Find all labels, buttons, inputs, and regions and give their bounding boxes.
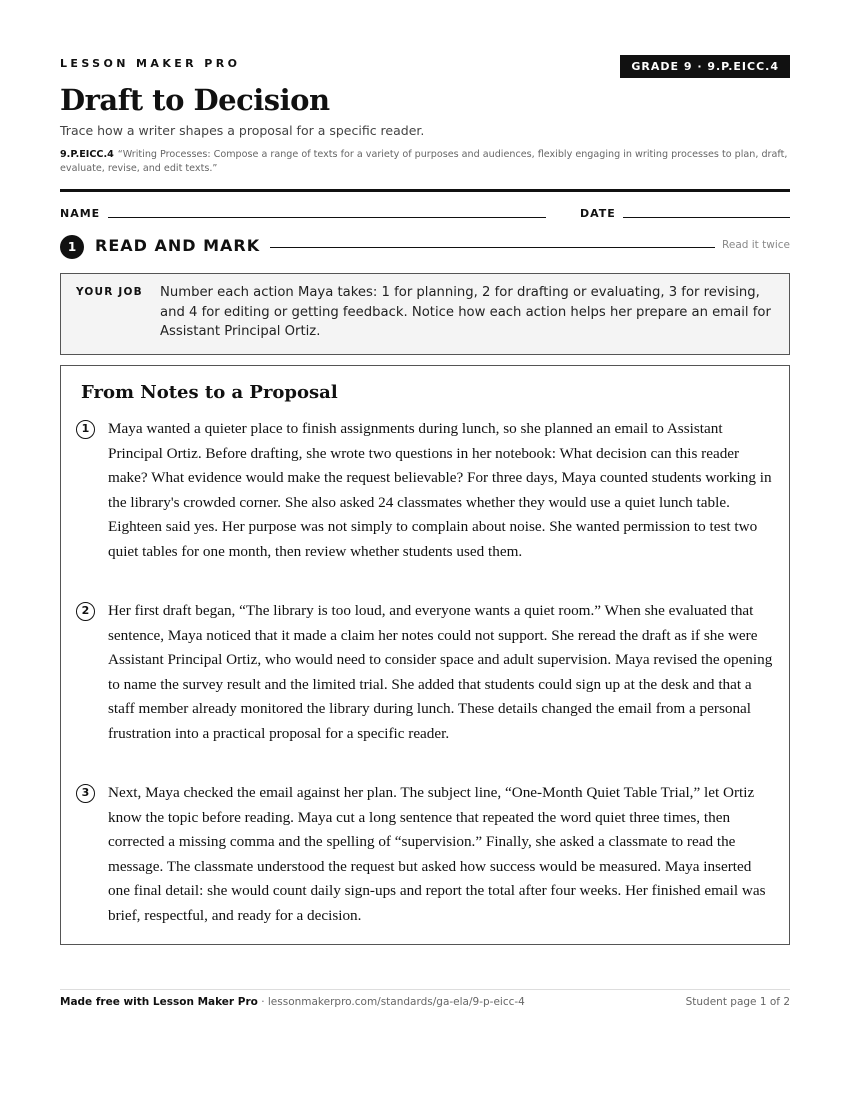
footer-credit [60, 996, 525, 1008]
standard-code: 9.P.EICC.4 [60, 149, 114, 160]
date-label: DATE [580, 207, 616, 220]
section-note: Read it twice [722, 239, 790, 251]
paragraph-text: Maya wanted a quieter place to finish assignments during lunch, so she planned an email to Assistant Principal Ortiz. Before drafting, she wrote two questions in her notebook: What decision can this reader make? What evidence would make the request believable? For three days, Maya counted students working in the library's crowded corner. She also asked 24 classmates whether they would use a quiet lunch table. Eighteen said yes. Her purpose was not simply to complain about noise. She wanted permission to test two quiet tables for one month, then review whether students used them. [108, 420, 772, 560]
paragraph-number: 2 [76, 602, 95, 621]
brand-name: LESSON MAKER PRO [60, 57, 241, 70]
grade-badge: GRADE 9 · 9.P.EICC.4 [620, 55, 790, 78]
standard-description [60, 148, 790, 176]
footer-divider [60, 989, 790, 990]
page-title: Draft to Decision [60, 83, 330, 117]
reading-passage [60, 365, 790, 945]
standard-text: “Writing Processes: Compose a range of texts for a variety of purposes and audiences, flexibly engaging in writing processes to plan, draft, evaluate, revise, and edit texts.” [60, 149, 788, 174]
paragraph-number: 3 [76, 784, 95, 803]
page-subtitle: Trace how a writer shapes a proposal for a specific reader. [60, 123, 425, 138]
section-number-badge: 1 [60, 235, 84, 259]
footer-separator: · [257, 996, 268, 1008]
footer-url-link[interactable]: lessonmakerpro.com/standards/ga-ela/9-p-eicc-4 [267, 996, 525, 1008]
name-label: NAME [60, 207, 101, 220]
your-job-box [60, 273, 790, 355]
worksheet-page [60, 0, 790, 1100]
paragraph-number: 1 [76, 420, 95, 439]
footer-made-with: Made free with Lesson Maker Pro [60, 996, 258, 1008]
section-divider [270, 247, 715, 248]
passage-title: From Notes to a Proposal [81, 382, 338, 403]
header-divider [60, 189, 790, 192]
date-field-line[interactable] [623, 217, 790, 218]
paragraph-text: Next, Maya checked the email against her plan. The subject line, “One-Month Quiet Table Trial,” let Ortiz know the topic before reading. Maya cut a long sentence that repeated the word quiet three times, then corrected a missing comma and the spelling of “supervision.” Finally, she asked a classmate to read the message. The classmate understood the request but asked how success would be measured. Maya inserted one final detail: she would count daily sign-ups and report the total after four weeks. Her finished email was brief, respectful, and ready for a decision. [108, 784, 766, 924]
section-title: READ AND MARK [95, 236, 261, 255]
footer-page-number: Student page 1 of 2 [685, 996, 790, 1008]
name-field-line[interactable] [108, 217, 546, 218]
your-job-text: Number each action Maya takes: 1 for planning, 2 for drafting or evaluating, 3 for revising, and 4 for editing or getting feedback. Notice how each action helps her prepare an email for Assistant Principal Ortiz. [160, 285, 771, 339]
paragraph-text: Her first draft began, “The library is too loud, and everyone wants a quiet room.” When she evaluated that sentence, Maya noticed that it made a claim her notes could not support. She reread the draft as if she were Assistant Principal Ortiz, who would need to consider space and adult supervision. Maya revised the opening to name the survey result and the limited trial. She added that students could sign up at the desk and that a staff member already monitored the library during lunch. These details changed the email from a personal frustration into a practical proposal for a specific reader. [108, 602, 773, 742]
your-job-label: YOUR JOB [76, 286, 143, 298]
